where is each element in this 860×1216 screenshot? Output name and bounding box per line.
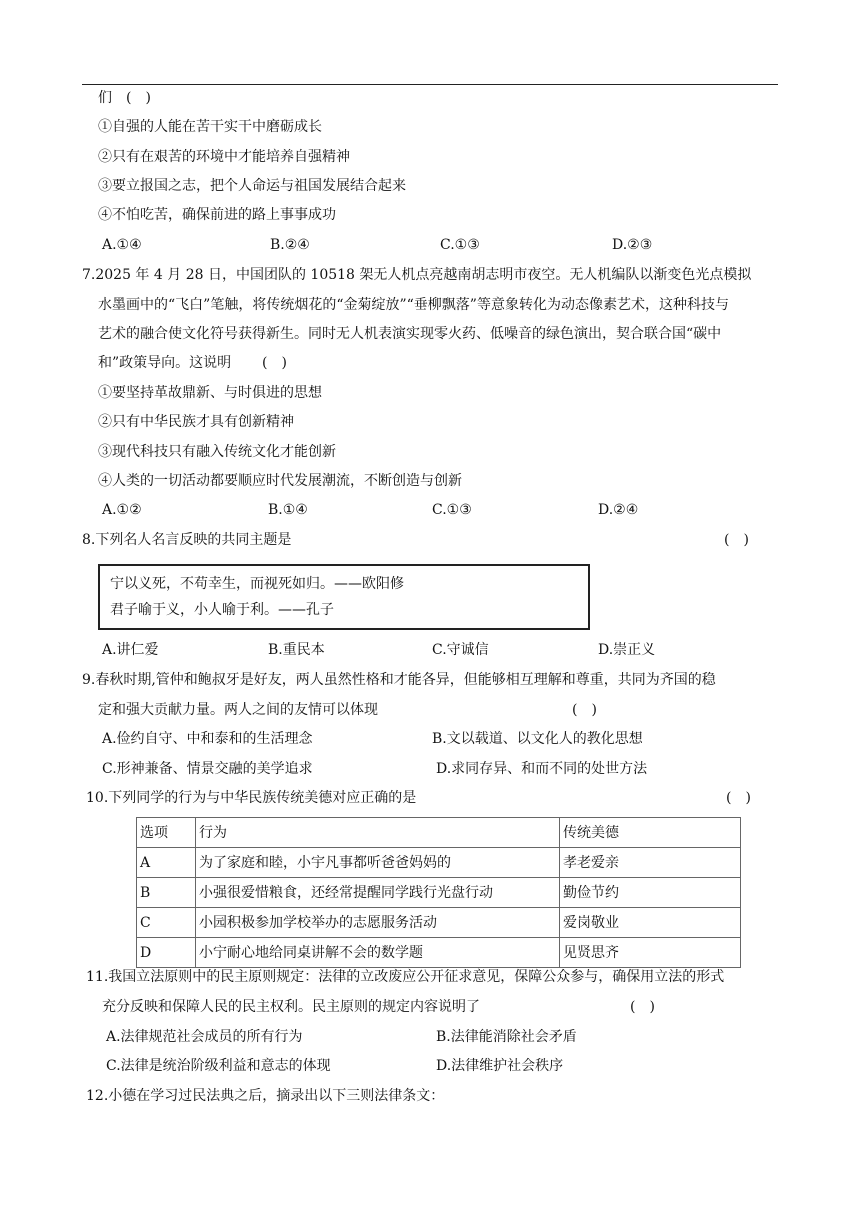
row-option: B [137, 878, 196, 908]
q11-option-d: D.法律维护社会秩序 [436, 1058, 564, 1074]
row-option: D [137, 938, 196, 968]
q11-stem-line-1: 11.我国立法原则中的民主原则规定：法律的立改废应公开征求意见，保障公众参与，确保用立法的形式 [86, 969, 725, 985]
header-virtue: 传统美德 [560, 818, 741, 848]
row-virtue: 孝老爱亲 [560, 848, 741, 878]
q7-statement-1: ①要坚持革故鼎新、与时俱进的思想 [98, 385, 322, 401]
q6-stem-tail: 们 ( ) [98, 90, 151, 106]
q7-stem-line-2: 水墨画中的“飞白”笔触，将传统烟花的“金菊绽放”“垂柳飘落”等意象转化为动态像素艺术，这种科技与 [98, 297, 729, 313]
quote-box [98, 564, 590, 630]
q9-stem-line-2: 定和强大贡献力量。两人之间的友情可以体现 [98, 702, 378, 718]
q7-answer-paren: ( ) [262, 355, 287, 371]
header-option: 选项 [137, 818, 196, 848]
row-behavior: 小强很爱惜粮食，还经常提醒同学践行光盘行动 [196, 878, 560, 908]
header-behavior: 行为 [196, 818, 560, 848]
table-row [137, 878, 741, 908]
q11-option-c: C.法律是统治阶级利益和意志的体现 [106, 1058, 331, 1074]
row-virtue: 见贤思齐 [560, 938, 741, 968]
q6-statement-2: ②只有在艰苦的环境中才能培养自强精神 [98, 149, 350, 165]
q6-option-d: D.②③ [612, 237, 653, 253]
row-behavior: 小宁耐心地给同桌讲解不会的数学题 [196, 938, 560, 968]
q7-statement-2: ②只有中华民族才具有创新精神 [98, 414, 294, 430]
q8-stem: 8.下列名人名言反映的共同主题是 [82, 532, 292, 548]
row-behavior: 为了家庭和睦，小宇凡事都听爸爸妈妈的 [196, 848, 560, 878]
q7-statement-4: ④人类的一切活动都要顺应时代发展潮流，不断创造与创新 [98, 473, 462, 489]
q8-option-a: A.讲仁爱 [102, 642, 159, 658]
header-rule [82, 84, 778, 85]
q10-stem: 10.下列同学的行为与中华民族传统美德对应正确的是 [86, 790, 417, 806]
q7-option-a: A.①② [102, 502, 142, 518]
q9-option-b: B.文以载道、以文化人的教化思想 [432, 731, 643, 747]
q8-option-d: D.崇正义 [598, 642, 656, 658]
q12-stem: 12.小德在学习过民法典之后，摘录出以下三则法律条文： [86, 1088, 445, 1104]
q7-option-b: B.①④ [268, 502, 308, 518]
q9-stem-line-1: 9.春秋时期,管仲和鲍叔牙是好友，两人虽然性格和才能各异，但能够相互理解和尊重，共同为齐国的稳 [82, 672, 716, 688]
q6-option-a: A.①④ [102, 237, 142, 253]
virtues-table [136, 817, 741, 968]
table-header-row [137, 818, 741, 848]
q6-statement-1: ①自强的人能在苦干实干中磨砺成长 [98, 119, 322, 135]
table-row [137, 848, 741, 878]
q7-stem-line-3: 艺术的融合使文化符号获得新生。同时无人机表演实现零火药、低噪音的绿色演出，契合联合国“碳中 [98, 326, 722, 342]
row-option: C [137, 908, 196, 938]
q6-statement-3: ③要立报国之志，把个人命运与祖国发展结合起来 [98, 178, 406, 194]
q8-option-c: C.守诚信 [432, 642, 489, 658]
q7-option-d: D.②④ [598, 502, 639, 518]
q9-option-d: D.求同存异、和而不同的处世方法 [436, 761, 648, 777]
q7-statement-3: ③现代科技只有融入传统文化才能创新 [98, 444, 336, 460]
q7-stem-line-1: 7.2025 年 4 月 28 日，中国团队的 10518 架无人机点亮越南胡志明市夜空。无人机编队以渐变色光点模拟 [82, 267, 752, 283]
q6-statement-4: ④不怕吃苦，确保前进的路上事事成功 [98, 207, 336, 223]
table-row [137, 908, 741, 938]
q6-option-b: B.②④ [270, 237, 310, 253]
q11-option-b: B.法律能消除社会矛盾 [436, 1029, 577, 1045]
row-virtue: 勤俭节约 [560, 878, 741, 908]
q7-stem-line-4: 和”政策导向。这说明 [98, 355, 232, 371]
q11-answer-paren: ( ) [630, 999, 655, 1015]
q11-option-a: A.法律规范社会成员的所有行为 [106, 1029, 303, 1045]
q6-option-c: C.①③ [440, 237, 480, 253]
q10-answer-paren: ( ) [726, 790, 751, 806]
quote-line-2: 君子喻于义，小人喻于利。——孔子 [110, 602, 334, 618]
q7-option-c: C.①③ [432, 502, 472, 518]
q9-option-c: C.形神兼备、情景交融的美学追求 [102, 761, 313, 777]
row-option: A [137, 848, 196, 878]
table-row [137, 938, 741, 968]
row-virtue: 爱岗敬业 [560, 908, 741, 938]
row-behavior: 小园积极参加学校举办的志愿服务活动 [196, 908, 560, 938]
quote-line-1: 宁以义死，不苟幸生，而视死如归。——欧阳修 [110, 576, 404, 592]
q11-stem-line-2: 充分反映和保障人民的民主权利。民主原则的规定内容说明了 [102, 999, 480, 1015]
q8-answer-paren: ( ) [724, 532, 749, 548]
q8-option-b: B.重民本 [268, 642, 325, 658]
q9-answer-paren: ( ) [572, 702, 597, 718]
q9-option-a: A.俭约自守、中和泰和的生活理念 [102, 731, 313, 747]
